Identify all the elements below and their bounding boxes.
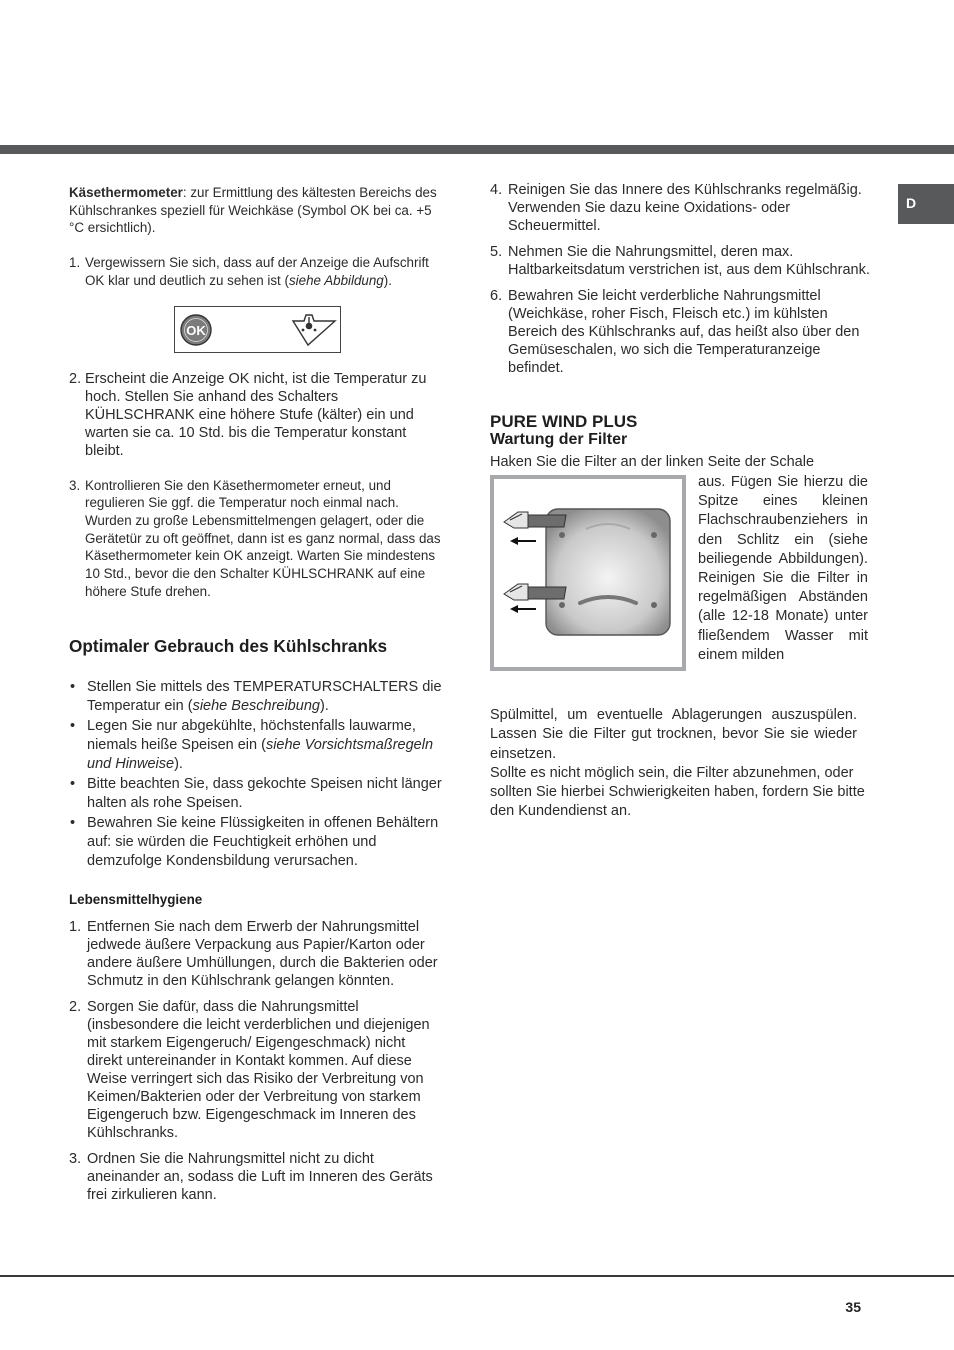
list-item: 5. Nehmen Sie die Nahrungsmittel, deren max. Haltbarkeitsdatum verstrichen ist, aus dem Kühlschrank. [490, 244, 870, 278]
filter-service-note: Sollte es nicht möglich sein, die Filter abzunehmen, oder sollten Sie hierbei Schwierigkeiten haben, fordern Sie bitte den Kundendienst an. [490, 764, 865, 820]
list-item: • Stellen Sie mittels des TEMPERATURSCHALTERS die Temperatur ein (siehe Beschreibung). [70, 679, 442, 715]
filter-instructions-cont: Spülmittel, um eventuelle Ablagerungen auszuspülen. Lassen Sie die Filter gut trocknen, bevor Sie sie wieder einsetzen. [490, 707, 857, 762]
section-title: Optimaler Gebrauch des Kühlschranks [69, 636, 388, 657]
list-item: 6. Bewahren Sie leicht verderbliche Nahrungsmittel (Weichkäse, roher Fisch, Fleisch etc.) im kühlsten Bereich des Kühlschranks auf, das heißt also über den Gemüseschalen, wo sich die Temperaturanzeige befindet. [490, 288, 860, 376]
language-tab: D [898, 184, 954, 224]
arrow-left-icon [510, 537, 536, 545]
list-item: 4. Reinigen Sie das Innere des Kühlschranks regelmäßig. Verwenden Sie dazu keine Oxidations- oder Scheuermittel. [490, 182, 862, 234]
section-subtitle: Wartung der Filter [490, 431, 628, 448]
thermometer-ok-figure [174, 306, 341, 353]
filter-lead: Haken Sie die Filter an der linken Seite der Schale [490, 454, 815, 470]
thermometer-intro: Käsethermometer: zur Ermittlung des kältesten Bereichs des Kühlschrankes speziell für Weichkäse (Symbol OK bei ca. +5 °C ersichtlich). [69, 185, 437, 236]
page-number: 35 [845, 1299, 861, 1315]
subsection-title: Lebensmittelhygiene [69, 892, 203, 908]
list-item: 1. Entfernen Sie nach dem Erwerb der Nahrungsmittel jedwede äußere Verpackung aus Papier/Karton oder andere äußere Umhüllungen, durch die Bakterien oder Schmutz in den Kühlschrank gelangen könnten. [69, 919, 438, 990]
filter-illustration [490, 475, 686, 671]
arrow-left-icon [510, 605, 536, 613]
header-bar [0, 145, 954, 154]
ok-label: OK [186, 322, 206, 338]
filter-instructions: aus. Fügen Sie hierzu die Spitze eines kleinen Flachschraubenziehers in den Schlitz ein (siehe beiliegende Abbildungen). Reinigen Sie die Filter in regelmäßigen Abständen (alle 12-18 Monate) unter fließendem Wasser mit einem milden [698, 474, 868, 663]
section-title: PURE WIND PLUS [490, 412, 638, 431]
list-item: 2. Sorgen Sie dafür, dass die Nahrungsmittel (insbesondere die leicht verderblichen und diejenigen mit starkem Eigengeruch/ Eigengeschmack) nicht direkt untereinander in Kontakt kommen. Auf diese Weise verringert sich das Risiko der Verbreitung von Keimen/Bakterien oder der Verbreitung von starkem Eigengeruch bzw. Eigengeschmack im Inneren des Kühlschranks. [69, 999, 430, 1142]
left-column [69, 184, 443, 1204]
cold-zone-icon [293, 315, 335, 345]
list-item: 3. Ordnen Sie die Nahrungsmittel nicht zu dicht aneinander an, sodass die Luft im Inneren des Geräts frei zirkulieren kann. [69, 1151, 433, 1204]
list-item: 1. Vergewissern Sie sich, dass auf der Anzeige die Aufschrift OK klar und deutlich zu sehen ist (siehe Abbildung). [69, 255, 429, 288]
list-item: 2. Erscheint die Anzeige OK nicht, ist die Temperatur zu hoch. Stellen Sie anhand des Schalters KÜHLSCHRANK eine höhere Stufe (kälter) ein und warten sie ca. 10 Std. bis die Temperatur konstant bleibt. [69, 370, 427, 459]
right-column [490, 181, 870, 822]
usage-bullets [69, 678, 443, 871]
filter-block [490, 473, 870, 706]
list-item: • Bitte beachten Sie, dass gekochte Speisen nicht länger halten als rohe Speisen. [70, 776, 442, 812]
list-item: • Bewahren Sie keine Flüssigkeiten in offenen Behältern auf: sie würden die Feuchtigkeit erhöhen und demzufolge Kondensbildung verursachen. [70, 815, 439, 870]
list-item: • Legen Sie nur abgekühlte, höchstenfalls lauwarme, niemals heiße Speisen ein (siehe Vorsichtsmaßregeln und Hinweise). [70, 718, 434, 773]
filter-tray-icon [546, 509, 670, 635]
footer-rule [0, 1275, 954, 1277]
list-item: 3. Kontrollieren Sie den Käsethermometer erneut, und regulieren Sie ggf. die Temperatur noch einmal nach. Wurden zu große Lebensmittelmengen gelagert, oder die Gerätetür zu oft geöffnet, dann ist es ganz normal, dass das Käsethermometer kein OK anzeigt. Warten Sie mindestens 10 Std., bevor die den Schalter KÜHLSCHRANK auf eine höhere Stufe drehen. [69, 477, 441, 599]
